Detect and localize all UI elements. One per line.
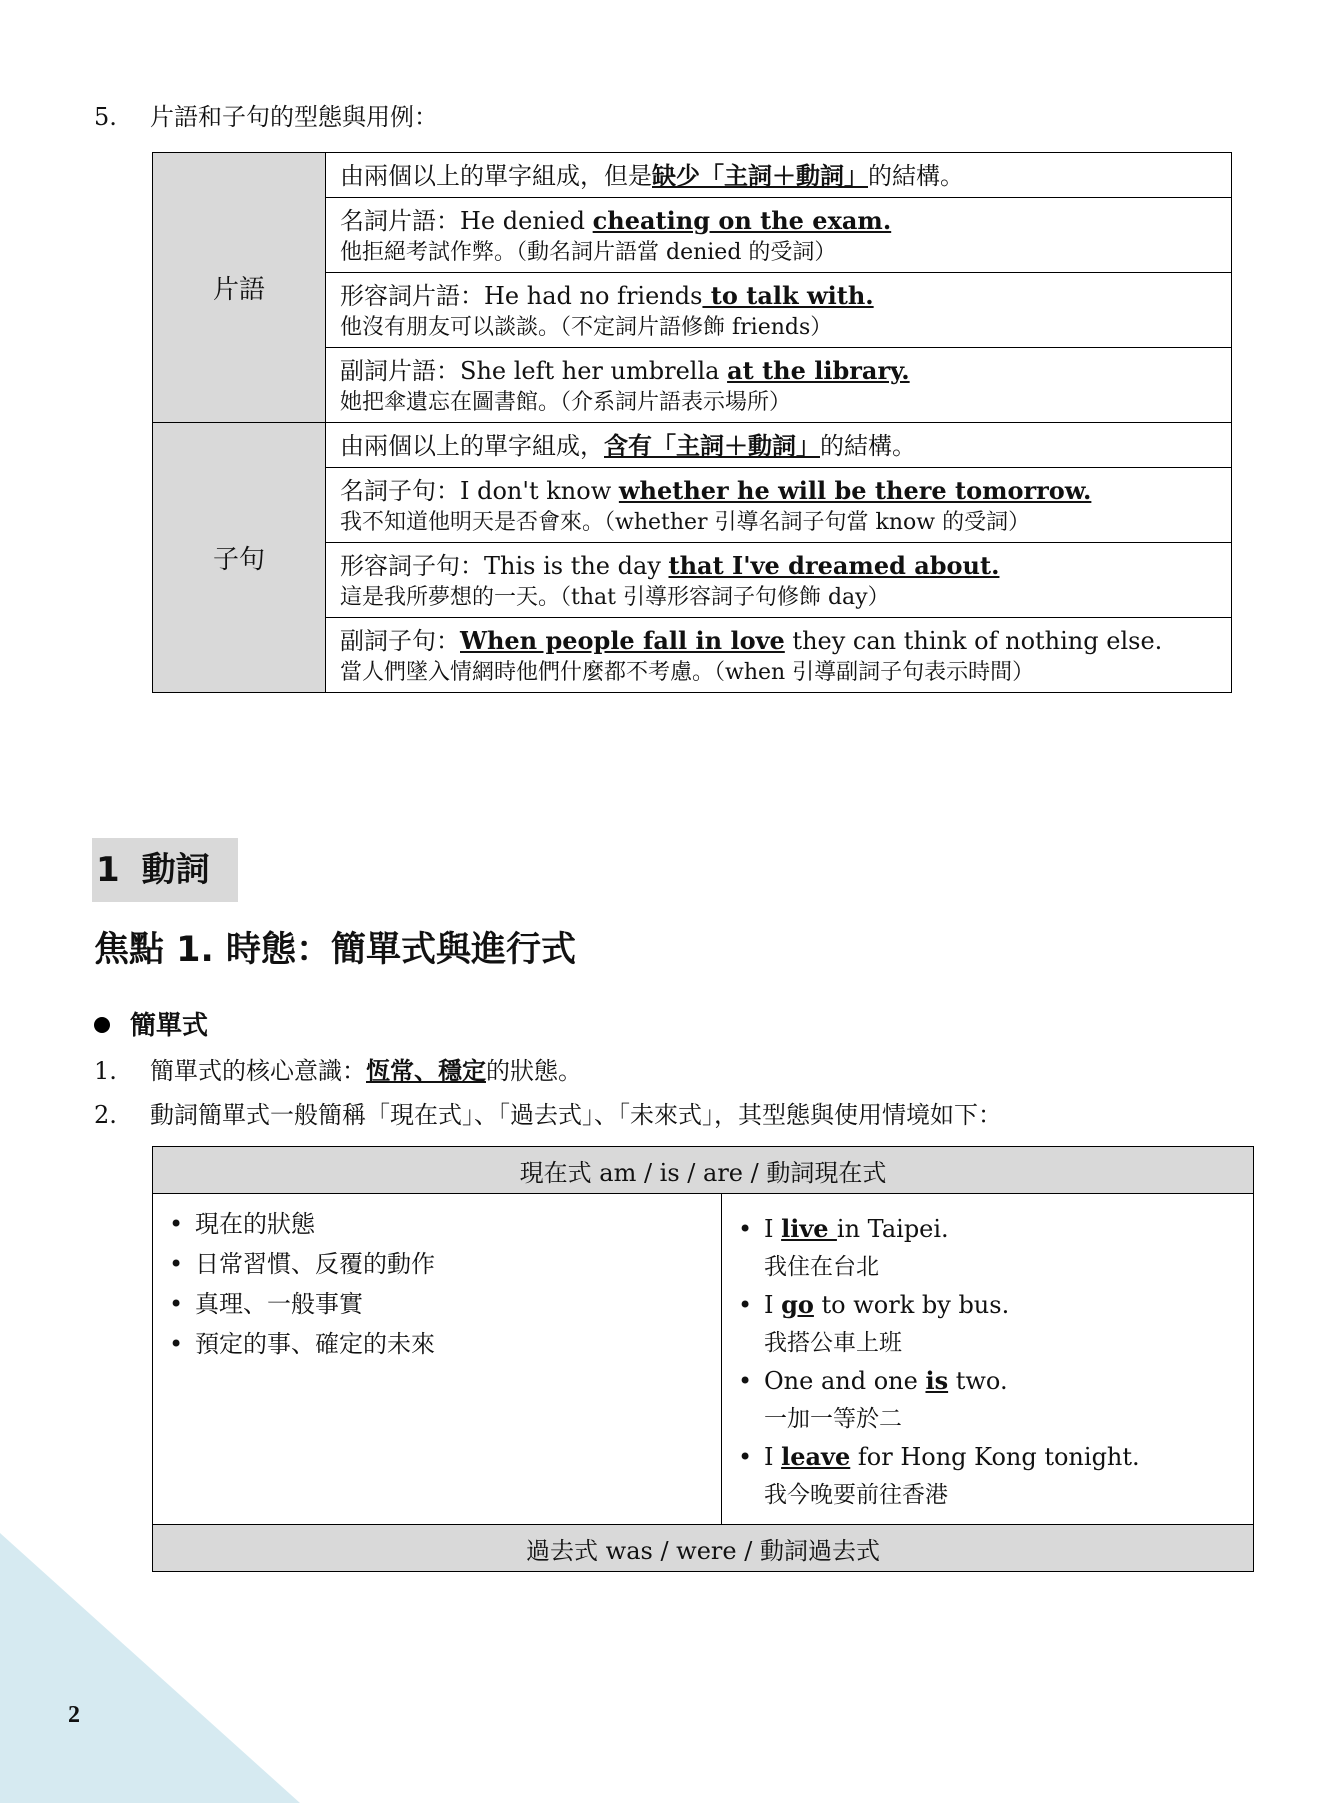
corner-decoration <box>0 1533 300 1803</box>
clause-row-noun: 名詞子句：I don't know whether he will be there tomorrow. 我不知道他明天是否會來。（whether 引導名詞子句當 know 的受詞） <box>326 468 1232 543</box>
phrase-clause-table <box>152 152 1232 693</box>
use-item: • 現在的狀態 <box>167 1204 707 1244</box>
example: • I leave for Hong Kong tonight. 我今晚要前往香港 <box>736 1438 1239 1514</box>
phrase-row-adjective: 形容詞片語：He had no friends to talk with. 他沒有朋友可以談談。（不定詞片語修飾 friends） <box>326 273 1232 348</box>
bullet-dot-icon <box>94 1017 110 1033</box>
use-item: • 日常習慣、反覆的動作 <box>167 1244 707 1284</box>
use-item: • 真理、一般事實 <box>167 1284 707 1324</box>
example: • I live in Taipei. 我住在台北 <box>736 1210 1239 1286</box>
list-item-2: 2. 動詞簡單式一般簡稱「現在式」、「過去式」、「未來式」，其型態與使用情境如下： <box>94 1101 1002 1129</box>
section-number: 1 <box>96 850 120 890</box>
clause-row-adverb: 副詞子句：When people fall in love they can think of nothing else. 當人們墜入情網時他們什麼都不考慮。（when 引導副詞子句表示時間） <box>326 618 1232 693</box>
clause-definition: 由兩個以上的單字組成，含有「主詞＋動詞」的結構。 <box>326 423 1232 468</box>
example: • One and one is two. 一加一等於二 <box>736 1362 1239 1438</box>
tense-table <box>152 1146 1254 1572</box>
section-heading <box>92 838 238 902</box>
clause-row-adjective: 形容詞子句：This is the day that I've dreamed about. 這是我所夢想的一天。（that 引導形容詞子句修飾 day） <box>326 543 1232 618</box>
phrase-definition: 由兩個以上的單字組成，但是缺少「主詞＋動詞」的結構。 <box>326 153 1232 198</box>
item-5-text: 片語和子句的型態與用例： <box>150 103 438 131</box>
bullet-title: 簡單式 <box>130 1011 209 1041</box>
phrase-row-adverb: 副詞片語：She left her umbrella at the library. 她把傘遺忘在圖書館。（介系詞片語表示場所） <box>326 348 1232 423</box>
item-5 <box>94 102 438 132</box>
focus-title: 焦點 1. 時態：簡單式與進行式 <box>94 930 577 970</box>
past-header: 過去式 was / were / 動詞過去式 <box>153 1525 1254 1572</box>
present-examples <box>722 1194 1254 1525</box>
list-item-1: 1. 簡單式的核心意識：恆常、穩定的狀態。 <box>94 1056 582 1085</box>
present-header: 現在式 am / is / are / 動詞現在式 <box>153 1147 1254 1194</box>
example: • I go to work by bus. 我搭公車上班 <box>736 1286 1239 1362</box>
phrase-category: 片語 <box>153 153 326 423</box>
clause-category: 子句 <box>153 423 326 693</box>
page-number: 2 <box>68 1702 80 1728</box>
use-item: • 預定的事、確定的未來 <box>167 1324 707 1364</box>
phrase-row-noun: 名詞片語：He denied cheating on the exam. 他拒絕考試作弊。（動名詞片語當 denied 的受詞） <box>326 198 1232 273</box>
item-5-number: 5. <box>94 103 117 131</box>
section-title: 動詞 <box>141 850 210 890</box>
present-uses <box>153 1194 722 1525</box>
bullet-heading <box>94 1010 208 1042</box>
